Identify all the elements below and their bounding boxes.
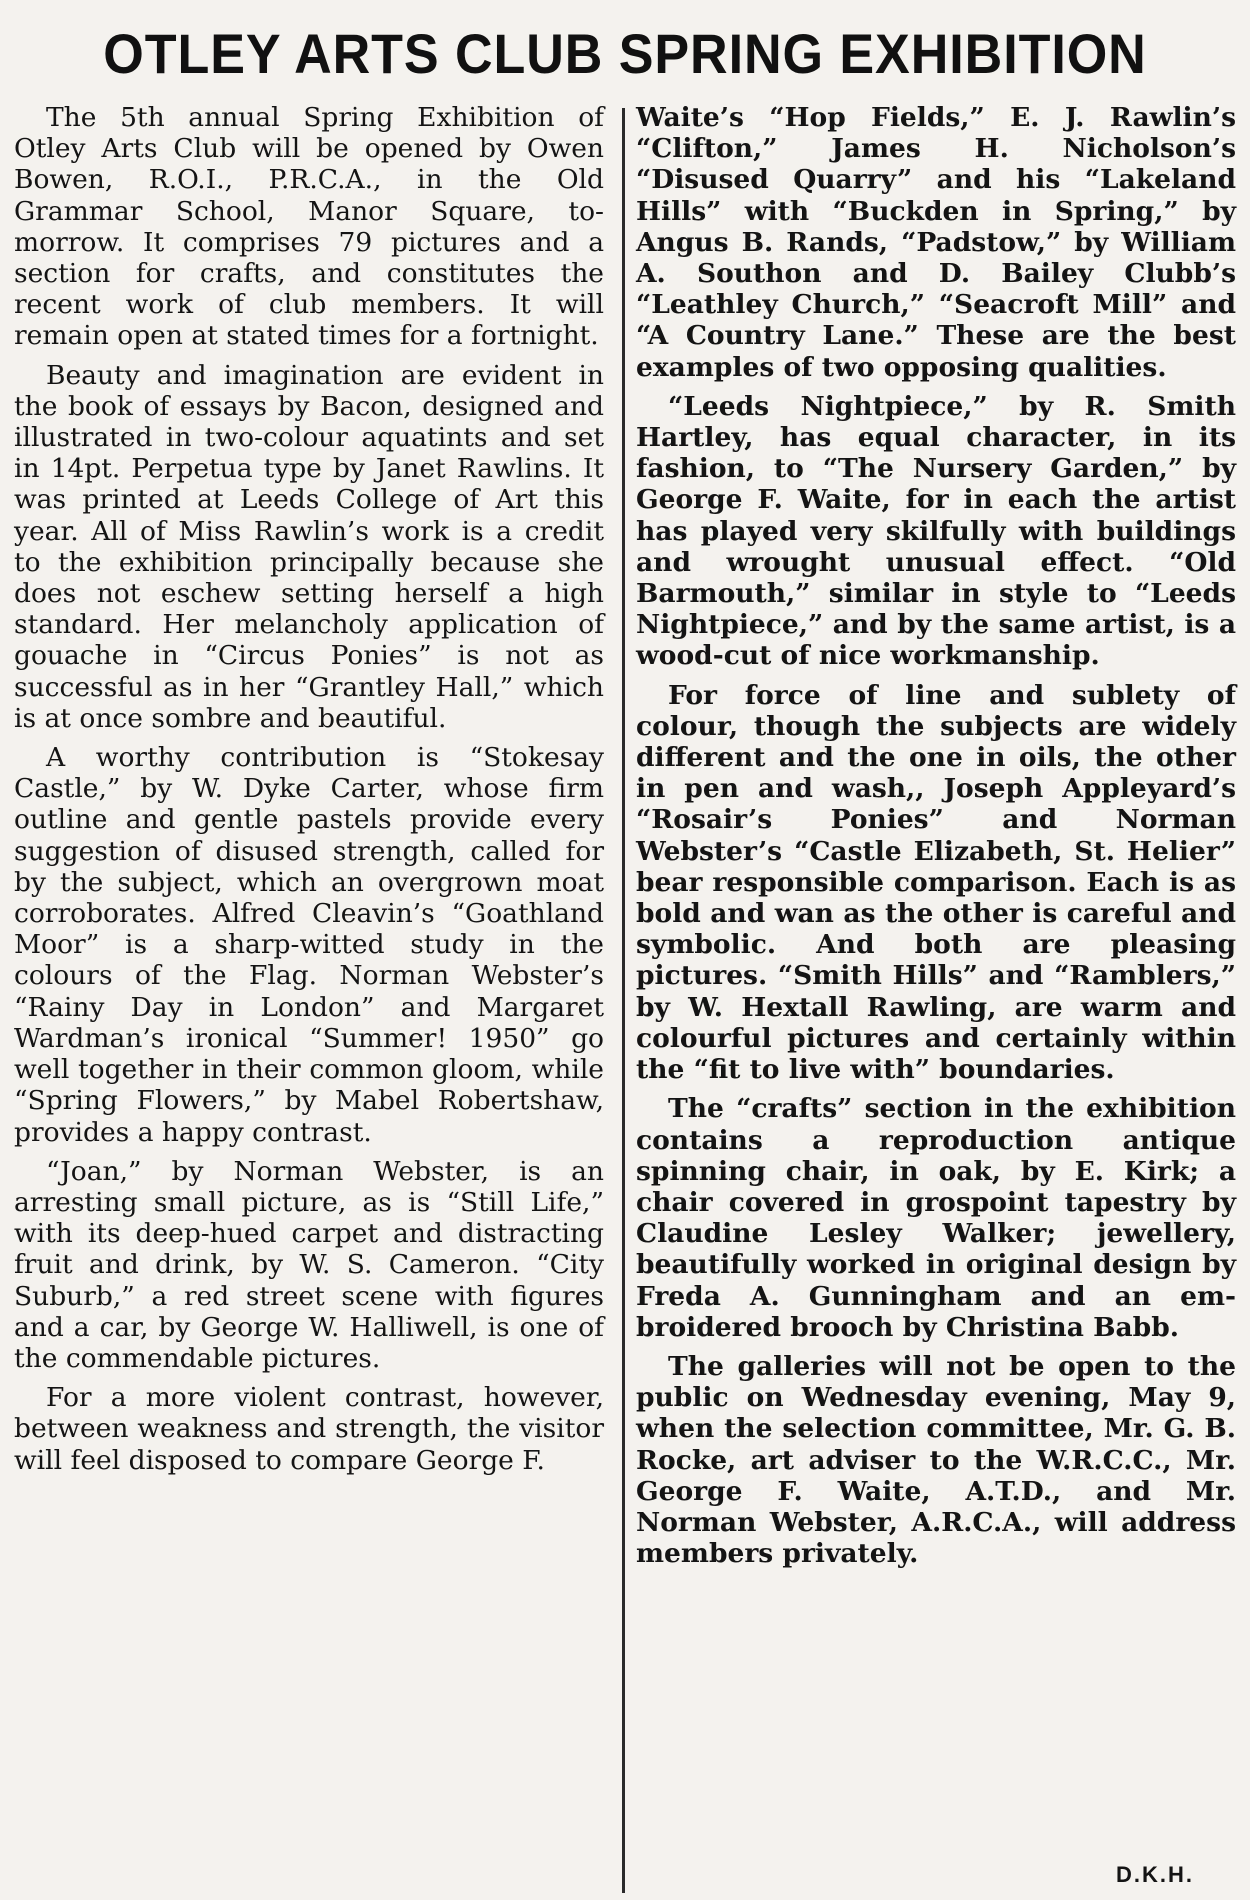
paragraph: The 5th annual Spring Exhibition of Otley Arts Club will be opened by Owen Bowen, R.O.I., P.R.C.A., in the Old Grammar School, Manor Square, to-morrow. It comprises 79 pictures and a section for crafts, and constitutes the recent work of club members. It will remain open at stated times for a fortnight.: [14, 102, 604, 352]
paragraph: For a more violent contrast, however, between weakness and strength, the visitor will feel disposed to compare George F.: [14, 1382, 604, 1476]
paragraph: The “crafts” section in the exhibition contains a reproduction antique spinning chair, in oak, by E. Kirk; a chair covered in grospoint tapestry by Claudine Lesley Walker; jewellery, beautifully worked in original design by Freda A. Gunningham and an embroidered brooch by Christina Babb.: [636, 1093, 1236, 1343]
column-divider: [622, 108, 625, 1893]
headline: OTLEY ARTS CLUB SPRING EXHIBITION: [103, 22, 1147, 85]
paragraph: The galleries will not be open to the public on Wednesday evening, May 9, when the selection committee, Mr. G. B. Rocke, art adviser to the W.R.C.C., Mr. George F. Waite, A.T.D., and Mr. Norman Webster, A.R.C.A., will address members privately.: [636, 1350, 1236, 1570]
left-column: [14, 102, 604, 1484]
right-column: [636, 102, 1236, 1577]
paragraph: “Leeds Nightpiece,” by R. Smith Hartley, has equal character, in its fashion, to “The Nursery Garden,” by George F. Waite, for in each the artist has played very skilfully with buildings and wrought unusual effect. “Old Barmouth,” similar in style to “Leeds Nightpiece,” and by the same artist, is a wood-cut of nice workmanship.: [636, 390, 1236, 672]
paragraph: Waite’s “Hop Fields,” E. J. Rawlin’s “Clifton,” James H. Nicholson’s “Disused Quarry” and his “Lakeland Hills” with “Buckden in Spring,” by Angus B. Rands, “Padstow,” by William A. Southon and D. Bailey Clubb’s “Leathley Church,” “Seacroft Mill” and “A Country Lane.” These are the best examples of two opposing qualities.: [636, 102, 1236, 383]
paragraph: A worthy contribution is “Stokesay Castle,” by W. Dyke Carter, whose firm outline and gentle pastels provide every suggestion of disused strength, called for by the subject, which an overgrown moat corroborates. Alfred Cleavin’s “Goathland Moor” is a sharp-witted study in the colours of the Flag. Norman Webster’s “Rainy Day in London” and Margaret Wardman’s ironical “Summer! 1950” go well together in their common gloom, while “Spring Flowers,” by Mabel Robertshaw, provides a happy contrast.: [14, 742, 604, 1148]
author-signature: D.K.H.: [1116, 1862, 1194, 1887]
paragraph: “Joan,” by Norman Webster, is an arresting small picture, as is “Still Life,” with its deep-hued carpet and distracting fruit and drink, by W. S. Cameron. “City Suburb,” a red street scene with figures and a car, by George W. Halliwell, is one of the commendable pictures.: [14, 1155, 604, 1374]
paragraph: Beauty and imagination are evident in the book of essays by Bacon, designed and illustrated in two-colour aquatints and set in 14pt. Perpetua type by Janet Rawlins. It was printed at Leeds College of Art this year. All of Miss Rawlin’s work is a credit to the exhibition principally because she does not eschew setting herself a high standard. Her melancholy application of gouache in “Circus Ponies” is not as successful as in her “Grantley Hall,” which is at once sombre and beautiful.: [14, 359, 604, 734]
paragraph: For force of line and sublety of colour, though the subjects are widely different and the one in oils, the other in pen and wash,, Joseph Appleyard’s “Rosair’s Ponies” and Norman Webster’s “Castle Elizabeth, St. Helier” bear responsible comparison. Each is as bold and wan as the other is careful and symbolic. And both are pleasing pictures. “Smith Hills” and “Ramblers,” by W. Hextall Rawling, are warm and colourful pictures and certainly within the “fit to live with” boundaries.: [636, 679, 1236, 1086]
